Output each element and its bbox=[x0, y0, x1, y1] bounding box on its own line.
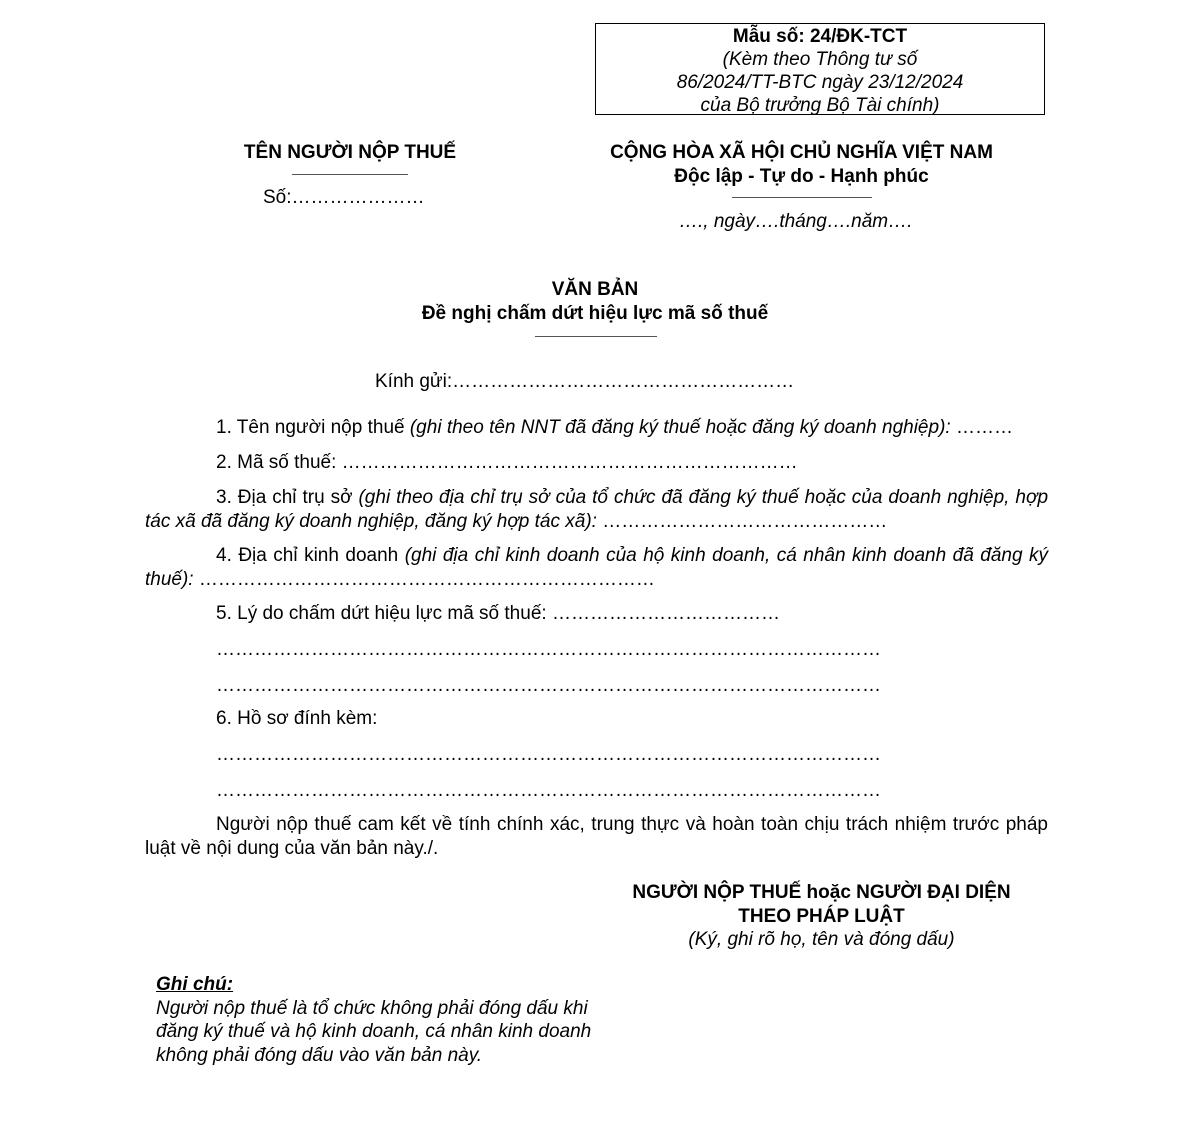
item-5-dotted-line-1: …………………………………………………………………………………………… bbox=[216, 639, 881, 660]
form-number: Mẫu số: 24/ĐK-TCT bbox=[732, 26, 908, 47]
title-subject: Đề nghị chấm dứt hiệu lực mã số thuế bbox=[421, 303, 769, 324]
item-3-note: (ghi theo địa chỉ trụ sở của tổ chức đã đăng ký thuế hoặc của doanh nghiệp, hợp tác xã đã đăng ký doanh nghiệp, đăng ký hợp tác xã): bbox=[145, 487, 1049, 532]
taxpayer-header bbox=[190, 141, 510, 165]
item-3-fill: ……………………………………… bbox=[596, 511, 888, 532]
signature-instruction: (Ký, ghi rõ họ, tên và đóng dấu) bbox=[688, 929, 955, 950]
item-1-fill: ……… bbox=[950, 417, 1013, 438]
item-4-fill: ……………………………………………………………… bbox=[193, 569, 655, 590]
item-1-note: (ghi theo tên NNT đã đăng ký thuế hoặc đăng ký doanh nghiệp): bbox=[409, 417, 951, 438]
note-heading: Ghi chú: bbox=[156, 974, 234, 995]
national-header bbox=[560, 141, 1043, 189]
document-title bbox=[295, 278, 895, 326]
commitment-paragraph bbox=[145, 813, 1048, 861]
form-reference-line3: của Bộ trưởng Bộ Tài chính) bbox=[700, 95, 940, 116]
signature-title-line2: THEO PHÁP LUẬT bbox=[738, 905, 905, 927]
item-6-attachments: 6. Hồ sơ đính kèm: bbox=[216, 708, 378, 729]
republic-title: CỘNG HÒA XÃ HỘI CHỦ NGHĨA VIỆT NAM bbox=[610, 142, 993, 163]
title-divider bbox=[535, 336, 657, 337]
form-reference-line1: (Kèm theo Thông tư số bbox=[722, 49, 918, 70]
item-1-taxpayer-name bbox=[216, 416, 1013, 440]
commitment-text: Người nộp thuế cam kết về tính chính xác, trung thực và hoàn toàn chịu trách nhiệm trước pháp luật về nội dung của văn bản này./. bbox=[145, 814, 1048, 859]
document-number: Số:………………… bbox=[263, 187, 425, 208]
signature-title-line1: NGƯỜI NỘP THUẾ hoặc NGƯỜI ĐẠI DIỆN bbox=[632, 882, 1011, 903]
place-date: …., ngày….tháng….năm…. bbox=[679, 211, 913, 232]
motto-divider bbox=[732, 197, 872, 198]
form-reference-line2: 86/2024/TT-BTC ngày 23/12/2024 bbox=[676, 72, 964, 93]
item-4-note: (ghi địa chỉ kinh doanh của hộ kinh doanh, cá nhân kinh doanh đã đăng ký thuế): bbox=[145, 545, 1048, 590]
note-block bbox=[156, 973, 596, 1067]
item-4-business-address bbox=[145, 544, 1048, 592]
item-5-dotted-line-2: …………………………………………………………………………………………… bbox=[216, 675, 881, 696]
taxpayer-name-title: TÊN NGƯỜI NỘP THUẾ bbox=[243, 142, 457, 163]
form-number-box bbox=[595, 23, 1045, 115]
item-6-dotted-line-1: …………………………………………………………………………………………… bbox=[216, 744, 881, 765]
note-text: Người nộp thuế là tổ chức không phải đóng dấu khi đăng ký thuế và hộ kinh doanh, cá nhân kinh doanh không phải đóng dấu vào văn bản này. bbox=[156, 997, 592, 1066]
item-3-head-office bbox=[145, 486, 1048, 534]
recipient-line: Kính gửi:……………………………………………… bbox=[375, 371, 795, 392]
title-main: VĂN BẢN bbox=[551, 279, 639, 300]
item-2-tax-code: 2. Mã số thuế: ……………………………………………………………… bbox=[216, 452, 798, 473]
item-6-dotted-line-2: …………………………………………………………………………………………… bbox=[216, 780, 881, 801]
taxpayer-divider bbox=[292, 174, 408, 175]
item-5-reason: 5. Lý do chấm dứt hiệu lực mã số thuế: ……………………………… bbox=[216, 603, 780, 624]
item-3-label: 3. Địa chỉ trụ sở bbox=[216, 487, 359, 508]
item-1-label: 1. Tên người nộp thuế bbox=[216, 417, 410, 438]
national-motto: Độc lập - Tự do - Hạnh phúc bbox=[674, 166, 929, 187]
item-4-label: 4. Địa chỉ kinh doanh bbox=[216, 545, 405, 566]
signature-block bbox=[580, 881, 1063, 952]
